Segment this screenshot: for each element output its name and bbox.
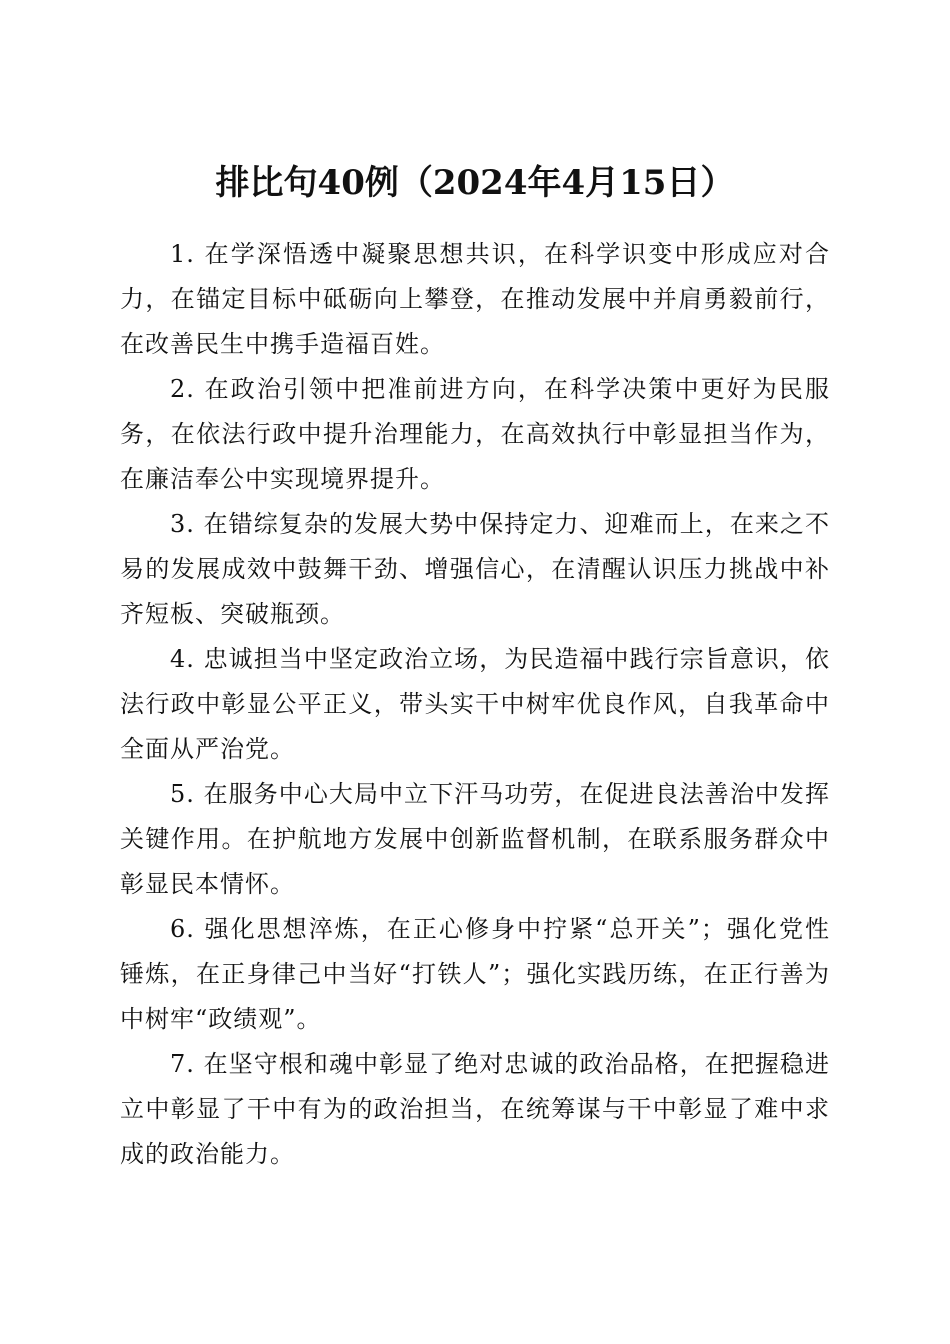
document-body (120, 232, 830, 1177)
paragraph-6: 6. 强化思想淬炼，在正心修身中拧紧“总开关”；强化党性锤炼，在正身律己中当好“打铁人”；强化实践历练，在正行善为中树牢“政绩观”。 (120, 915, 830, 1033)
paragraph-4: 4. 忠诚担当中坚定政治立场，为民造福中践行宗旨意识，依法行政中彰显公平正义，带头实干中树牢优良作风，自我革命中全面从严治党。 (120, 645, 830, 763)
paragraph-5: 5. 在服务中心大局中立下汗马功劳，在促进良法善治中发挥关键作用。在护航地方发展中创新监督机制，在联系服务群众中彰显民本情怀。 (120, 780, 830, 898)
paragraph-1: 1. 在学深悟透中凝聚思想共识，在科学识变中形成应对合力，在锚定目标中砥砺向上攀登，在推动发展中并肩勇毅前行，在改善民生中携手造福百姓。 (120, 240, 830, 358)
document-title: 排比句40例（2024年4月15日） (215, 162, 735, 203)
paragraph-3: 3. 在错综复杂的发展大势中保持定力、迎难而上，在来之不易的发展成效中鼓舞干劲、增强信心，在清醒认识压力挑战中补齐短板、突破瓶颈。 (120, 510, 830, 628)
paragraph-2: 2. 在政治引领中把准前进方向，在科学决策中更好为民服务，在依法行政中提升治理能力，在高效执行中彰显担当作为，在廉洁奉公中实现境界提升。 (120, 375, 830, 493)
paragraph-7: 7. 在坚守根和魂中彰显了绝对忠诚的政治品格，在把握稳进立中彰显了干中有为的政治担当，在统筹谋与干中彰显了难中求成的政治能力。 (120, 1050, 830, 1168)
